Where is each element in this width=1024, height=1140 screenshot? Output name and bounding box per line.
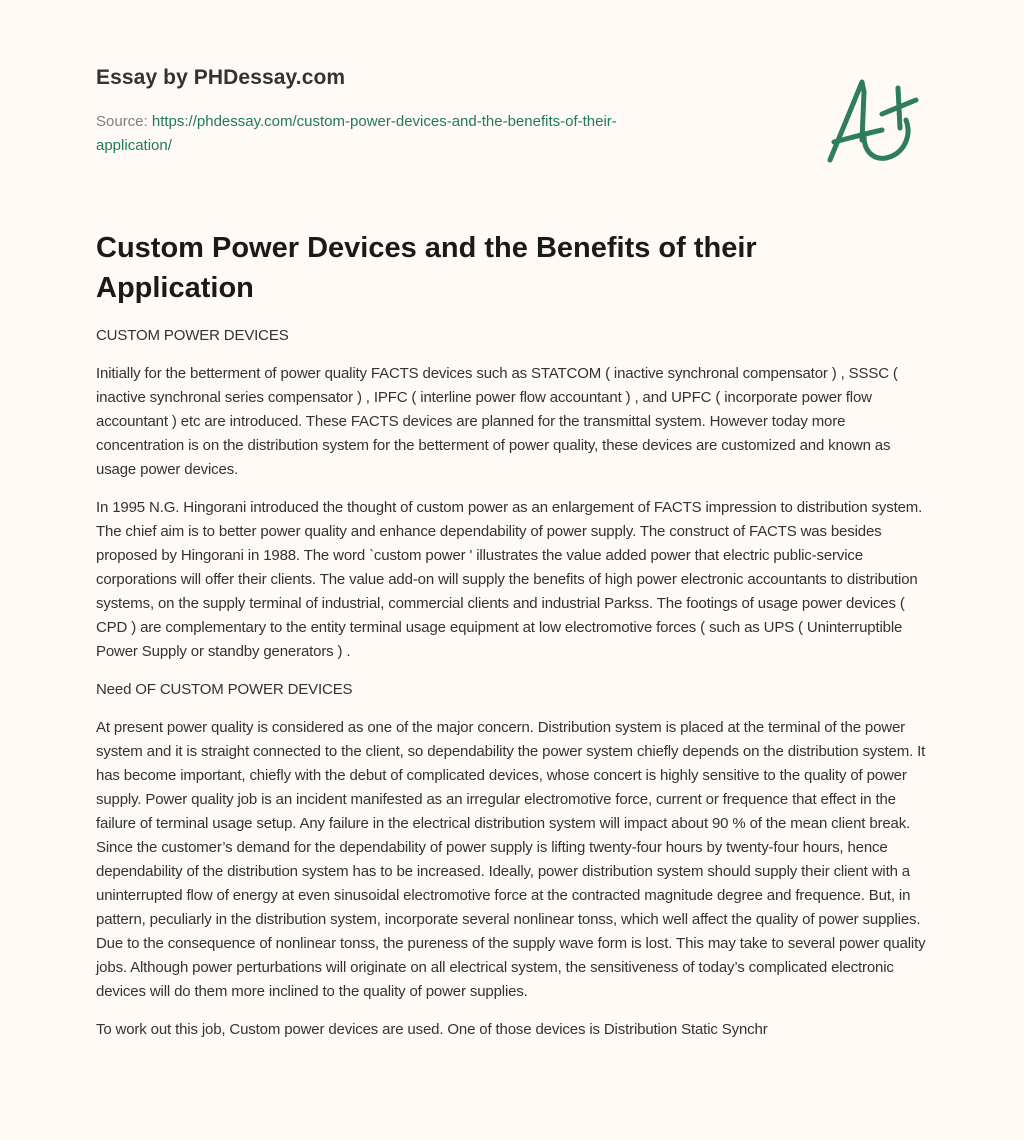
paragraph: Initially for the betterment of power quality FACTS devices such as STATCOM ( inactive synchronal compensator ) , SSSC ( inactive synchronal series compensator ) , IPFC ( interline power flow accountant ) , and UPFC ( incorporate power flow accountant ) etc are introduced. These FACTS devices are planned for the transmittal system. However today more concentration is on the distribution system for the betterment of power quality, these devices are customized and known as usage power devices. xyxy=(96,365,898,478)
paragraph: To work out this job, Custom power devices are used. One of those devices is Distribution Static Synchr xyxy=(96,1021,768,1038)
article-body xyxy=(96,324,932,1056)
source-line xyxy=(96,110,716,158)
site-brand: Essay by PHDessay.com xyxy=(96,66,346,89)
section-heading: CUSTOM POWER DEVICES xyxy=(96,327,289,344)
essay-page xyxy=(96,0,932,1038)
a-plus-grade-icon xyxy=(824,66,928,166)
source-link[interactable]: https://phdessay.com/custom-power-devices-and-the-benefits-of-their- application/ xyxy=(96,113,617,154)
site-header xyxy=(96,0,932,200)
section-heading: Need OF CUSTOM POWER DEVICES xyxy=(96,681,353,698)
paragraph: In 1995 N.G. Hingorani introduced the thought of custom power as an enlargement of FACTS impression to distribution system. The chief aim is to better power quality and enhance dependability of power supply. The construct of FACTS was besides proposed by Hingorani in 1988. The word `custom power ' illustrates the value added power that electric public-service corporations will offer their clients. The value add-on will supply the benefits of high power electronic accountants to distribution systems, on the supply terminal of industrial, commercial clients and industrial Parkss. The footings of usage power devices ( CPD ) are complementary to the entity terminal usage equipment at low electromotive forces ( such as UPS ( Uninterruptible Power Supply or standby generators ) . xyxy=(96,499,923,660)
paragraph: At present power quality is considered as one of the major concern. Distribution system is placed at the terminal of the power system and it is straight connected to the client, so dependability the power system chiefly depends on the distribution system. It has become important, chiefly with the debut of complicated devices, whose concert is highly sensitive to the quality of power supply. Power quality job is an incident manifested as an irregular electromotive force, current or frequence that effect in the failure of terminal usage setup. Any failure in the electrical distribution system will impact about 90 % of the mean client break. Since the customer’s demand for the dependability of power supply is lifting twenty-four hours by twenty-four hours, hence dependability of the distribution system has to be increased. Ideally, power distribution system should supply their client with a uninterrupted flow of energy at even sinusoidal electromotive force at the contracted magnitude degree and frequence. But, in pattern, peculiarly in the distribution system, incorporate several nonlinear tonss, which well affect the quality of power supplies. Due to the consequence of nonlinear tonss, the pureness of the supply wave form is lost. This may take to several power quality jobs. Although power perturbations will originate on all electrical system, the sensitiveness of today’s complicated electronic devices will do them more inclined to the quality of power supplies. xyxy=(96,719,926,1000)
article-title: Custom Power Devices and the Benefits of their Application xyxy=(96,232,757,304)
source-label: Source: xyxy=(96,113,152,130)
